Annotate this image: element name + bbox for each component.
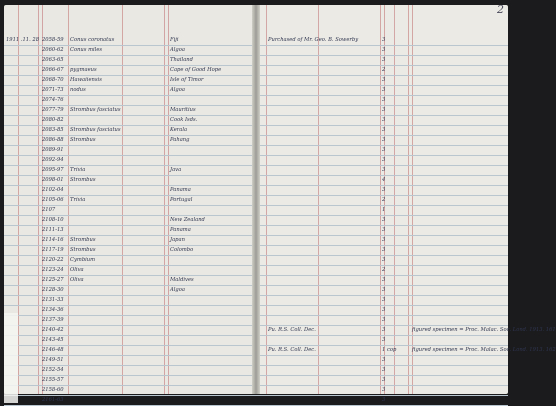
donor-note: Pu. R.S. Coll. Dec. <box>268 347 316 353</box>
register-number: 2105-06 <box>42 197 64 203</box>
specimen-count: 2 <box>382 197 386 203</box>
specimen-count: 2 <box>382 267 386 273</box>
specimen-count: 3 <box>382 57 386 63</box>
specimen-count: 3 <box>382 327 386 333</box>
register-number: 2117-19 <box>42 247 64 253</box>
register-number: 2107 <box>42 207 56 213</box>
register-number: 2123-24 <box>42 267 64 273</box>
locality: Pahang <box>170 137 190 143</box>
specimen-count: 3 <box>382 337 386 343</box>
locality: Isle of Timor <box>170 77 204 83</box>
donor-note: Purchased of Mr. Geo. B. Sowerby <box>268 37 359 43</box>
species-name: Strombus fasciatus <box>70 107 121 113</box>
specimen-count: 3 <box>382 367 386 373</box>
specimen-count: 3 <box>382 307 386 313</box>
species-name: nodus <box>70 87 86 93</box>
register-number: 2102-04 <box>42 187 64 193</box>
specimen-count: 3 <box>382 87 386 93</box>
register-number: 2155-57 <box>42 377 64 383</box>
register-number: 2152-54 <box>42 367 64 373</box>
specimen-count: 3 <box>382 217 386 223</box>
specimen-count: 3 <box>382 107 386 113</box>
register-number: 2137-39 <box>42 317 64 323</box>
register-number: 2131-33 <box>42 297 64 303</box>
species-name: pygmaeus <box>70 67 97 73</box>
species-name: Oliva <box>70 267 84 273</box>
remarks: figured specimen = Proc. Malac. Soc. Lond. 1913. 161 <box>412 327 556 333</box>
specimen-count: 4 <box>382 177 386 183</box>
species-name: Strombus <box>70 177 96 183</box>
specimen-count: 3 <box>382 97 386 103</box>
register-number: 2161-63 <box>42 397 64 403</box>
species-name: Oliva <box>70 277 84 283</box>
locality: Algoa <box>170 47 185 53</box>
register-number: 2086-88 <box>42 137 64 143</box>
specimen-count: 3 <box>382 137 386 143</box>
paper-tab <box>4 313 18 403</box>
specimen-count: 1 cop <box>382 347 397 353</box>
register-number: 2095-97 <box>42 167 64 173</box>
register-number: 2128-30 <box>42 287 64 293</box>
locality: Colombo <box>170 247 194 253</box>
specimen-count: 3 <box>382 247 386 253</box>
register-number: 2143-45 <box>42 337 64 343</box>
locality: Fiji <box>170 37 179 43</box>
species-name: Strombus <box>70 237 96 243</box>
specimen-count: 3 <box>382 357 386 363</box>
locality: Kerala <box>170 127 188 133</box>
species-name: Trivia <box>70 197 86 203</box>
locality: New Zealand <box>170 217 205 223</box>
register-number: 2149-51 <box>42 357 64 363</box>
specimen-count: 3 <box>382 157 386 163</box>
specimen-count: 3 <box>382 37 386 43</box>
register-number: 2068-70 <box>42 77 64 83</box>
specimen-count: 3 <box>382 117 386 123</box>
specimen-count: 3 <box>382 297 386 303</box>
locality: Mauritius <box>170 107 196 113</box>
specimen-count: 3 <box>382 277 386 283</box>
register-number: 2089-91 <box>42 147 64 153</box>
register-number: 2120-22 <box>42 257 64 263</box>
specimen-count: 3 <box>382 167 386 173</box>
ledger-right-page <box>256 3 556 403</box>
register-number: 2066-67 <box>42 67 64 73</box>
specimen-count: 3 <box>382 187 386 193</box>
specimen-count: 3 <box>382 147 386 153</box>
register-number: 2071-73 <box>42 87 64 93</box>
locality: Japan <box>170 237 185 243</box>
locality: Algoa <box>170 87 185 93</box>
remarks: figured specimen = Proc. Malac. Soc. Lond. 1913. 162 <box>412 347 556 353</box>
specimen-count: 3 <box>382 387 386 393</box>
book-spine <box>252 5 260 394</box>
locality: Thailand <box>170 57 193 63</box>
specimen-count: 3 <box>382 317 386 323</box>
register-number: 2098-01 <box>42 177 64 183</box>
specimen-count: 3 <box>382 47 386 53</box>
species-name: Conus miles <box>70 47 103 53</box>
species-name: Strombus fasciatus <box>70 127 121 133</box>
specimen-count: 3 <box>382 397 386 403</box>
specimen-count: 2 <box>382 67 386 73</box>
species-name: Trivia <box>70 167 86 173</box>
species-name: Cymbium <box>70 257 96 263</box>
specimen-count: 1 <box>382 207 386 213</box>
register-number: 2083-85 <box>42 127 64 133</box>
locality: Panama <box>170 227 191 233</box>
page-number: 2 <box>497 3 504 16</box>
register-number: 2140-42 <box>42 327 64 333</box>
register-number: 2080-82 <box>42 117 64 123</box>
specimen-count: 3 <box>382 237 386 243</box>
register-number: 2077-79 <box>42 107 64 113</box>
species-name: Hawaiiensis <box>70 77 102 83</box>
specimen-count: 3 <box>382 257 386 263</box>
register-number: 2125-27 <box>42 277 64 283</box>
register-number: 2063-65 <box>42 57 64 63</box>
locality: Cook Isds. <box>170 117 198 123</box>
register-number: 2092-94 <box>42 157 64 163</box>
species-name: Strombus <box>70 137 96 143</box>
ledger-row <box>4 395 256 406</box>
specimen-count: 3 <box>382 287 386 293</box>
locality: Portugal <box>170 197 193 203</box>
locality: Panama <box>170 187 191 193</box>
specimen-count: 3 <box>382 227 386 233</box>
species-name: Conus coronatus <box>70 37 115 43</box>
register-number: 2158-60 <box>42 387 64 393</box>
specimen-count: 3 <box>382 127 386 133</box>
species-name: Strombus <box>70 247 96 253</box>
locality: Maldives <box>170 277 194 283</box>
specimen-count: 3 <box>382 377 386 383</box>
locality: Java <box>170 167 182 173</box>
register-number: 2108-10 <box>42 217 64 223</box>
ledger-row <box>256 395 508 406</box>
register-number: 2146-48 <box>42 347 64 353</box>
register-number: 2114-16 <box>42 237 64 243</box>
locality: Cape of Good Hope <box>170 67 222 73</box>
donor-note: Pu. R.S. Coll. Dec. <box>268 327 316 333</box>
register-number: 2074-76 <box>42 97 64 103</box>
specimen-count: 3 <box>382 77 386 83</box>
ledger-left-page <box>4 5 256 403</box>
register-number: 2058-59 <box>42 37 64 43</box>
register-number: 2134-36 <box>42 307 64 313</box>
locality: Algoa <box>170 287 185 293</box>
year-cell: 1911 .11. 28 <box>6 37 39 43</box>
register-number: 2111-13 <box>42 227 64 233</box>
register-number: 2060-62 <box>42 47 64 53</box>
